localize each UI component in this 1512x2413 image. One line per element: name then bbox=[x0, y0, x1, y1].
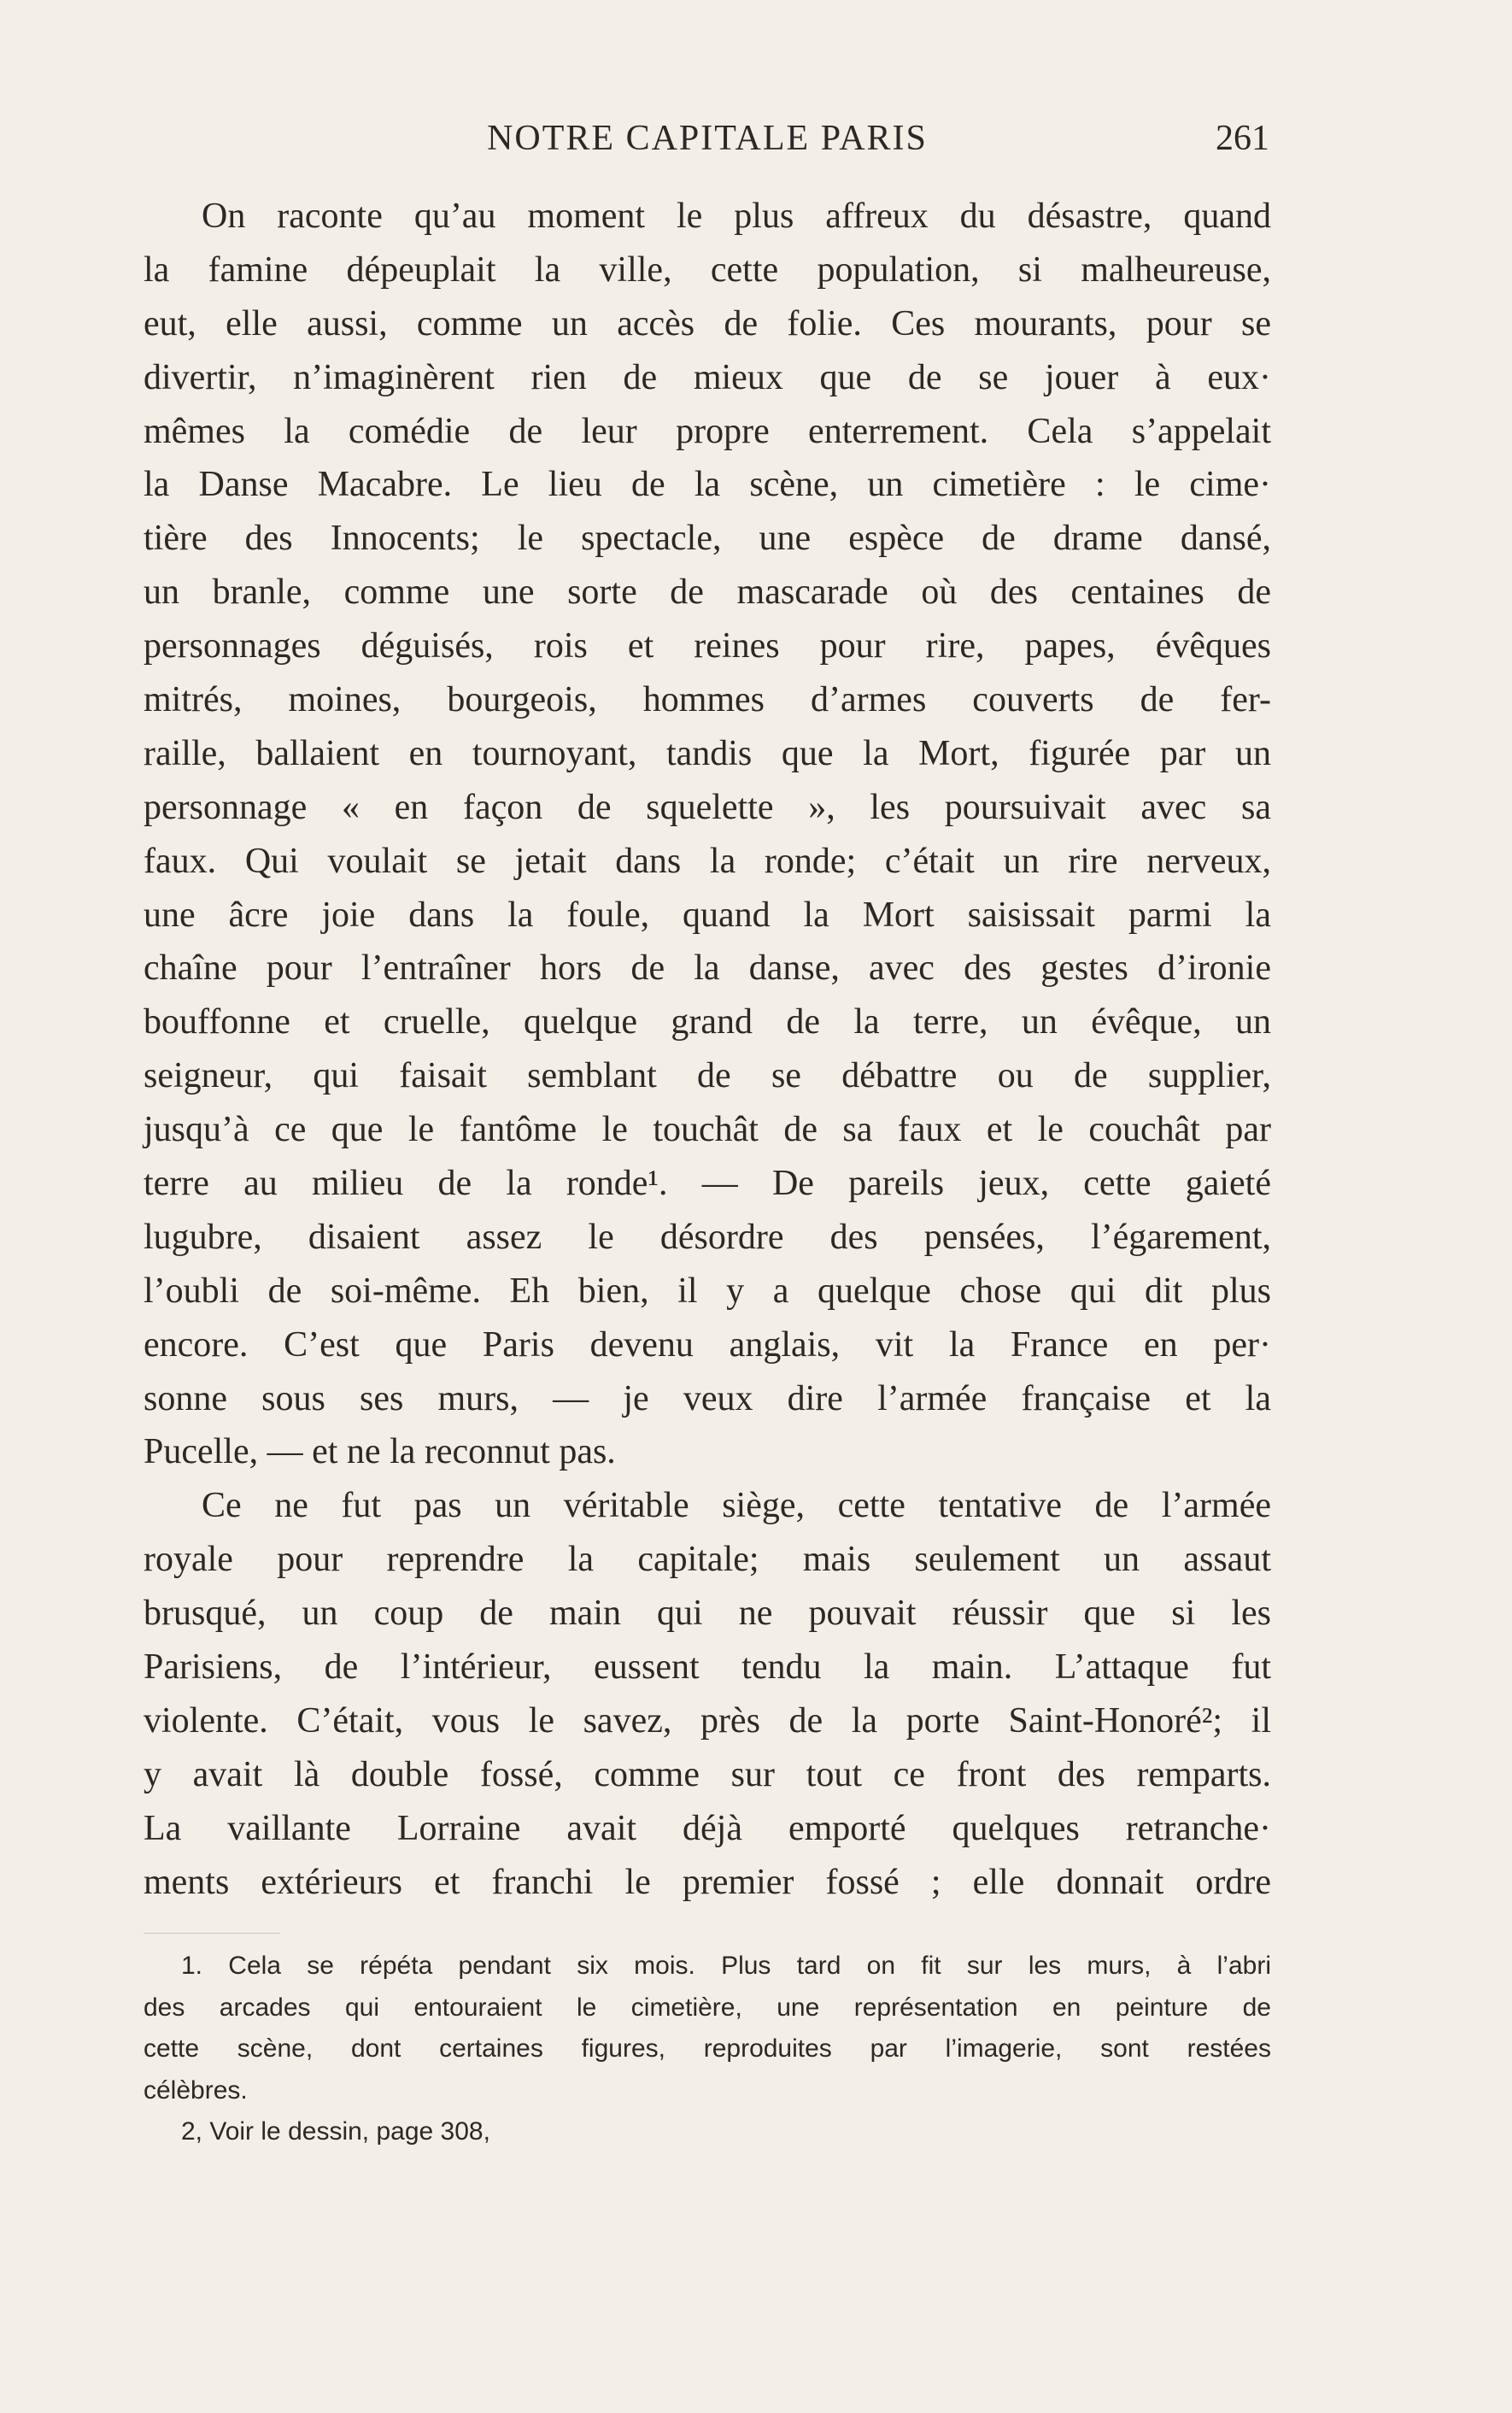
text-line: personnage « en façon de squelette », les poursuivait avec sa bbox=[144, 787, 1271, 827]
text-line: terre au milieu de la ronde¹. — De pareils jeux, cette gaieté bbox=[144, 1164, 1271, 1204]
text-line: mitrés, moines, bourgeois, hommes d’armes couverts de fer- bbox=[144, 680, 1271, 720]
page-number: 261 bbox=[1216, 119, 1269, 158]
text-line: seigneur, qui faisait semblant de se débattre ou de supplier, bbox=[144, 1056, 1271, 1096]
text-line: bouffonne et cruelle, quelque grand de la terre, un évêque, un bbox=[144, 1002, 1271, 1042]
footnotes bbox=[144, 1946, 1271, 2153]
text-line: encore. C’est que Paris devenu anglais, vit la France en per· bbox=[144, 1324, 1271, 1365]
text-line: chaîne pour l’entraîner hors de la danse, avec des gestes d’ironie bbox=[144, 948, 1271, 989]
text-line: personnages déguisés, rois et reines pour rire, papes, évêques bbox=[144, 626, 1271, 666]
text-line: Ce ne fut pas un véritable siège, cette tentative de l’armée bbox=[202, 1486, 1271, 1526]
text-line: faux. Qui voulait se jetait dans la ronde; c’était un rire nerveux, bbox=[144, 841, 1271, 881]
text-line: jusqu’à ce que le fantôme le touchât de sa faux et le couchât par bbox=[144, 1110, 1271, 1150]
text-line: raille, ballaient en tournoyant, tandis que la Mort, figurée par un bbox=[144, 733, 1271, 773]
page-header bbox=[145, 118, 1269, 169]
text-line: lugubre, disaient assez le désordre des pensées, l’égarement, bbox=[144, 1217, 1271, 1257]
text-line: On raconte qu’au moment le plus affreux du désastre, quand bbox=[202, 197, 1271, 236]
text-line: divertir, n’imaginèrent rien de mieux que de se jouer à eux· bbox=[144, 357, 1271, 397]
footnote-line: cette scène, dont certaines figures, reproduites par l’imagerie, sont restées bbox=[144, 2034, 1271, 2063]
text-line: la famine dépeuplait la ville, cette population, si malheureuse, bbox=[144, 250, 1271, 290]
text-line: y avait là double fossé, comme sur tout ce front des remparts. bbox=[144, 1754, 1271, 1794]
footnote-line: des arcades qui entouraient le cimetière, une représentation en peinture de bbox=[144, 1993, 1271, 2022]
footnote-line: 1. Cela se répéta pendant six mois. Plus tard on fit sur les murs, à l’abri bbox=[181, 1952, 1271, 1980]
text-line: la Danse Macabre. Le lieu de la scène, un cimetière : le cime· bbox=[144, 465, 1271, 505]
text-line: eut, elle aussi, comme un accès de folie. Ces mourants, pour se bbox=[144, 303, 1271, 343]
text-line: l’oubli de soi-même. Eh bien, il y a quelque chose qui dit plus bbox=[144, 1271, 1271, 1311]
text-line: Parisiens, de l’intérieur, eussent tendu la main. L’attaque fut bbox=[144, 1647, 1271, 1688]
body-text bbox=[144, 190, 1271, 1910]
text-line: sonne sous ses murs, — je veux dire l’armée française et la bbox=[144, 1378, 1271, 1418]
text-line: tière des Innocents; le spectacle, une espèce de drame dansé, bbox=[144, 519, 1271, 559]
text-line: un branle, comme une sorte de mascarade où des centaines de bbox=[144, 572, 1271, 613]
text-line: brusqué, un coup de main qui ne pouvait réussir que si les bbox=[144, 1594, 1271, 1634]
text-line: La vaillante Lorraine avait déjà emporté quelques retranche· bbox=[144, 1808, 1271, 1848]
footnote-line: 2, Voir le dessin, page 308, bbox=[181, 2117, 490, 2146]
footnote-line: célèbres. bbox=[144, 2075, 248, 2105]
running-title: NOTRE CAPITALE PARIS bbox=[487, 119, 928, 158]
text-line: violente. C’était, vous le savez, près de la porte Saint-Honoré²; il bbox=[144, 1700, 1271, 1741]
text-line: ments extérieurs et franchi le premier fossé ; elle donnait ordre bbox=[144, 1862, 1271, 1902]
text-line: royale pour reprendre la capitale; mais seulement un assaut bbox=[144, 1540, 1271, 1580]
footnote-divider bbox=[144, 1933, 280, 1934]
text-line: une âcre joie dans la foule, quand la Mort saisissait parmi la bbox=[144, 895, 1271, 935]
text-line: mêmes la comédie de leur propre enterrement. Cela s’appelait bbox=[144, 411, 1271, 451]
text-line: Pucelle, — et ne la reconnut pas. bbox=[144, 1432, 616, 1472]
